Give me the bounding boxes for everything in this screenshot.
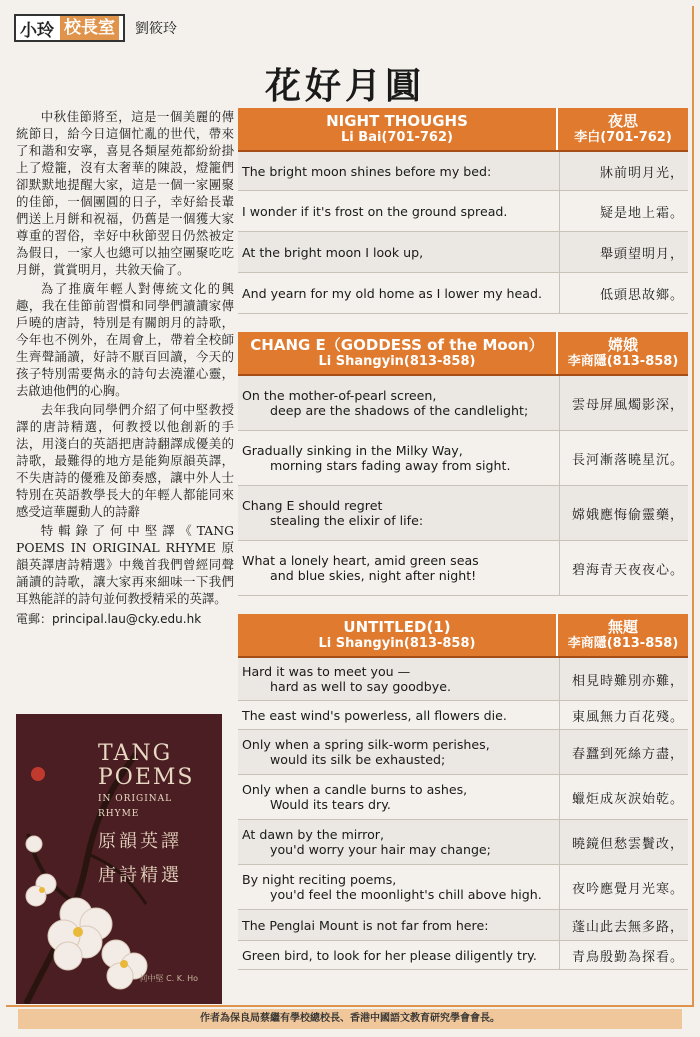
author-name: 劉筱玲	[135, 21, 177, 37]
poem-line	[238, 232, 688, 273]
poem-title-en: NIGHT THOUGHS	[326, 112, 468, 130]
email-link[interactable]: principal.lau@cky.edu.hk	[52, 612, 202, 626]
poem-line	[238, 191, 688, 232]
line-en: And yearn for my old home as I lower my head.	[242, 285, 543, 301]
line-cn: 夜吟應覺月光寒。	[559, 865, 688, 909]
poem-title-en: UNTITLED(1)	[343, 618, 451, 636]
book-title-block	[98, 742, 208, 888]
line-en-cont: you'd worry your hair may change;	[270, 842, 491, 857]
poem-title-cn: 無題	[607, 618, 638, 636]
line-cn: 東風無力百花殘。	[559, 701, 688, 729]
line-en: What a lonely heart, amid green seas	[242, 553, 479, 568]
paragraph: 中秋佳節將至，這是一個美麗的傳統節日，給今日這個忙亂的世代，帶來了和諧和安寧，喜見各類屋苑都紛紛掛上了燈籠，沒有太奢華的陳設，燈籠們卻默默地提醒大家，這是一個一家團聚的佳節，一個團圓的日子，幸好給長輩們送上月餅和祝福，仍舊是一個獲大家尊重的習俗，幸好中秋節翌日仍然被定為假日，一家人也總可以抽空團聚吃吃月餅，賞賞明月，共敘天倫了。	[16, 109, 234, 277]
poem-author-en: Li Shangyin(813-858)	[318, 354, 476, 369]
book-subtitle-line1: IN ORIGINAL	[98, 794, 173, 804]
line-cn: 嫦娥應悔偷靈藥，	[559, 486, 688, 540]
email-line	[16, 611, 234, 628]
brand-name: 小玲	[20, 20, 54, 41]
line-cn: 曉鏡但愁雲鬢改，	[559, 820, 688, 864]
poem-title-en: CHANG E（GODDESS of the Moon）	[250, 336, 544, 354]
line-en: The Penglai Mount is not far from here:	[242, 917, 489, 933]
poem-line	[238, 910, 688, 941]
poem-header	[238, 108, 688, 152]
line-en-cont: hard as well to say goodbye.	[270, 679, 451, 694]
column-header	[14, 12, 177, 44]
line-cn: 疑是地上霜。	[559, 191, 688, 231]
poem-line	[238, 152, 688, 191]
column-brand	[14, 14, 125, 42]
poem-line	[238, 775, 688, 820]
poem-lines	[238, 152, 688, 314]
line-cn: 碧海青天夜夜心。	[559, 541, 688, 595]
line-en-cont: would its silk be exhausted;	[270, 752, 446, 767]
line-cn: 長河漸落曉星沉。	[559, 431, 688, 485]
poem-line	[238, 730, 688, 775]
poem-lines	[238, 376, 688, 596]
poem-lines	[238, 658, 688, 970]
poem-line	[238, 865, 688, 910]
poem-line	[238, 820, 688, 865]
line-en: Hard it was to meet you —	[242, 664, 411, 679]
line-en: Only when a candle burns to ashes,	[242, 782, 468, 797]
book-title-line2: POEMS	[98, 765, 195, 790]
poem-author-en: Li Shangyin(813-858)	[318, 636, 476, 651]
book-subtitle-line2: RHYME	[98, 809, 140, 819]
line-en-cont: Would its tears dry.	[270, 797, 391, 812]
poem-author-cn: 李白(701-762)	[574, 130, 672, 145]
book-title-line1: TANG	[98, 741, 173, 766]
line-cn: 低頭思故鄉。	[559, 273, 688, 313]
line-en-cont: and blue skies, night after night!	[270, 568, 477, 583]
line-en: At dawn by the mirror,	[242, 827, 384, 842]
author-footnote: 作者為保良局蔡繼有學校總校長、香港中國語文教育研究學會會長。	[18, 1009, 682, 1029]
line-cn: 牀前明月光，	[559, 152, 688, 190]
poem-line	[238, 658, 688, 701]
line-en: By night reciting poems,	[242, 872, 397, 887]
line-en-cont: deep are the shadows of the candlelight;	[270, 403, 529, 418]
book-cover	[16, 714, 222, 1004]
poem-line	[238, 273, 688, 314]
paragraph: 特輯錄了何中堅譯《TANG POEMS IN ORIGINAL RHYME 原韻英譯唐詩精選》中幾首我們曾經同聲誦讀的詩歌，讓大家再來細味一下我們耳熟能詳的詩句並何教授精采的英譯。	[16, 523, 234, 606]
line-en: The bright moon shines before my bed:	[242, 163, 492, 179]
poem-line	[238, 376, 688, 431]
line-en-cont: stealing the elixir of life:	[270, 513, 424, 528]
paragraph: 為了推廣年輕人對傳統文化的興趣，我在佳節前習慣和同學們讀讀家傳戶曉的唐詩，特別是有關朗月的詩歌，今年也不例外，在周會上，帶着全校師生齊聲誦讀，好詩不厭百回讀，今天的孩子特別需要雋永的詩句去澆灌心靈，去啟迪他們的心胸。	[16, 281, 234, 398]
line-en: At the bright moon I look up,	[242, 244, 424, 260]
book-author: 何中堅 C. K. Ho	[139, 974, 198, 983]
poem-line	[238, 431, 688, 486]
poem-title-cn: 嫦娥	[607, 336, 638, 354]
line-en: Gradually sinking in the Milky Way,	[242, 443, 463, 458]
article-body	[16, 108, 234, 628]
poem-author-en: Li Bai(701-762)	[341, 130, 453, 145]
poem-line	[238, 486, 688, 541]
book-chinese-title1: 原韻英譯	[98, 831, 182, 852]
poem-line	[238, 941, 688, 970]
poem-chang-e	[238, 332, 688, 596]
line-en: Green bird, to look for her please diligently try.	[242, 947, 537, 963]
poem-line	[238, 541, 688, 596]
line-en: The east wind's powerless, all flowers die.	[242, 707, 507, 723]
poem-header	[238, 332, 688, 376]
line-cn: 蠟炬成灰淚始乾。	[559, 775, 688, 819]
line-cn: 蓬山此去無多路，	[559, 910, 688, 940]
email-label: 電郵：	[16, 612, 53, 626]
brand-office: 校長室	[60, 16, 119, 40]
poem-line	[238, 701, 688, 730]
paragraph: 去年我向同學們介紹了何中堅教授譯的唐詩精選，何教授以他創新的手法，用淺白的英語把唐詩翻譯成優美的詩歌，最難得的地方是能夠原韻英譯，不失唐詩的優雅及節奏感，讓中外人士特別在英語教學長大的年輕人都能同來感受這華麗動人的詩辭	[16, 402, 234, 519]
line-cn: 雲母屏風燭影深，	[559, 376, 688, 430]
poem-author-cn: 李商隱(813-858)	[567, 354, 679, 369]
line-en: Only when a spring silk-worm perishes,	[242, 737, 490, 752]
line-cn: 青鳥殷勤為探看。	[559, 941, 688, 969]
poem-title-cn: 夜思	[607, 112, 638, 130]
line-en-cont: morning stars fading away from sight.	[270, 458, 511, 473]
page-title: 花好月圓	[264, 65, 425, 107]
line-en: Chang E should regret	[242, 498, 383, 513]
poem-untitled	[238, 614, 688, 970]
line-cn: 春蠶到死絲方盡，	[559, 730, 688, 774]
poem-night-thoughts	[238, 108, 688, 314]
line-en: I wonder if it's frost on the ground spread.	[242, 203, 508, 219]
book-chinese-title2: 唐詩精選	[98, 865, 182, 886]
poem-header	[238, 614, 688, 658]
poem-author-cn: 李商隱(813-858)	[567, 636, 679, 651]
line-en: On the mother-of-pearl screen,	[242, 388, 437, 403]
line-cn: 舉頭望明月，	[559, 232, 688, 272]
poems-column	[238, 108, 688, 970]
line-cn: 相見時難別亦難，	[559, 658, 688, 700]
line-en-cont: you'd feel the moonlight's chill above high.	[270, 887, 542, 902]
